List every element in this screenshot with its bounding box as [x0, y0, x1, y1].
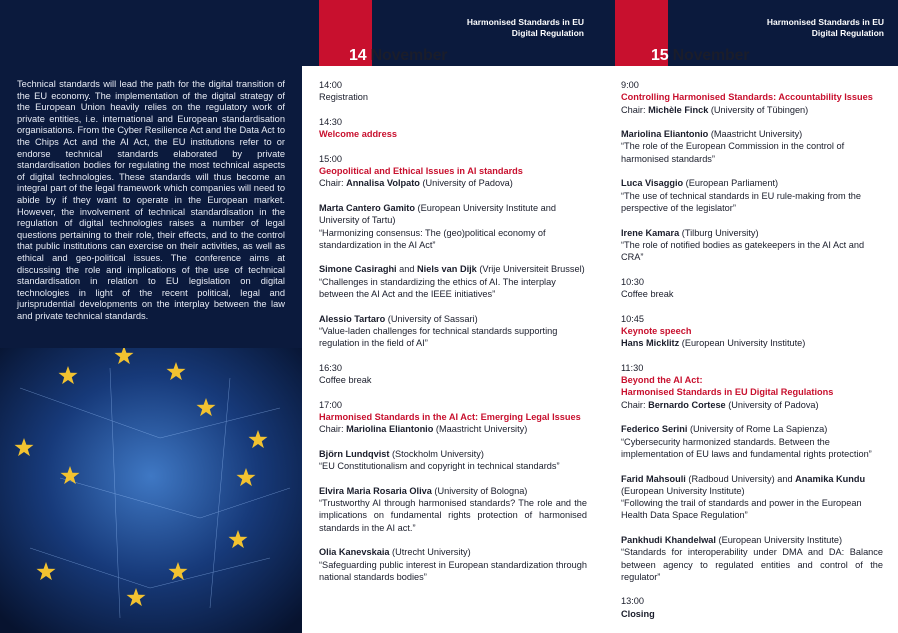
talk-entry	[319, 263, 587, 300]
text-fragment: Luca Visaggio	[621, 178, 684, 189]
text-fragment: Chair:	[319, 178, 347, 189]
talk-entry	[319, 448, 587, 473]
text-fragment: Annalisa Volpato	[346, 178, 420, 189]
text-fragment: Federico Serini	[621, 424, 688, 435]
text-fragment: 14:30	[319, 116, 342, 127]
text-fragment: “The role of notified bodies as gatekeepers in the AI Act and CRA”	[621, 239, 865, 263]
day-14-column	[302, 0, 598, 633]
session-chair	[319, 177, 587, 189]
text-fragment: “The use of technical standards in EU rule-making from the perspective of the legislator”	[621, 190, 862, 213]
text-fragment: and	[396, 264, 418, 275]
text-fragment: (University of Padova)	[725, 399, 819, 410]
text-fragment: Chair:	[621, 399, 649, 410]
keynote-entry	[621, 313, 883, 350]
text-fragment: Controlling Harmonised Standards: Accountability Issues	[621, 92, 873, 103]
text-fragment: “Safeguarding public interest in European standardization through national standards bodies”	[319, 559, 587, 582]
speaker-name: Marta Cantero Gamito	[319, 202, 415, 213]
text-fragment: (Radboud University)	[685, 473, 775, 484]
programme-entry	[319, 116, 587, 141]
day-15-column	[598, 0, 898, 633]
text-fragment: Pankhudi Khandelwal	[621, 534, 716, 545]
programme-entry	[319, 79, 587, 104]
text-fragment: “Trustworthy AI through harmonised standards? The role and the implications on fundamental rights protection of harmonised standards in the AI act.”	[319, 498, 587, 533]
text-fragment: (Tilburg University)	[679, 227, 759, 238]
text-fragment: Coffee break	[319, 375, 372, 386]
text-fragment: 13:00	[621, 596, 644, 607]
text-fragment: (University of Padova)	[419, 178, 513, 189]
text-fragment: Olia Kanevskaia	[319, 547, 390, 558]
text-fragment: (European University Institute and University of Tartu)	[319, 202, 556, 226]
talk-entry	[319, 202, 587, 251]
text-fragment: 11:30	[621, 362, 644, 373]
text-fragment: Elvira Maria Rosaria Oliva	[319, 485, 432, 496]
text-fragment: 14	[349, 47, 367, 64]
session-entry	[319, 153, 587, 190]
text-fragment: 10:45	[621, 313, 644, 324]
programme-entry	[319, 362, 587, 387]
session-entry	[319, 399, 587, 436]
eu-stars-network-image	[0, 348, 302, 633]
text-fragment: 15:00	[319, 153, 342, 164]
text-fragment: (European University Institute)	[715, 534, 843, 545]
text-fragment: “Value-laden challenges for technical standards supporting regulation in the field of AI”	[319, 325, 558, 349]
talk-entry	[621, 227, 883, 264]
text-fragment: (Utrecht University)	[389, 547, 471, 558]
text-fragment: Hans Micklitz	[621, 338, 680, 349]
text-fragment: Anamika Kundu	[795, 473, 866, 484]
text-fragment: Mariolina Eliantonio	[621, 129, 709, 140]
programme-entry	[621, 276, 883, 301]
text-fragment: 17:00	[319, 399, 342, 410]
session-entry	[621, 362, 883, 411]
text-fragment: (European University Institute)	[621, 485, 745, 496]
text-fragment: 10:30	[621, 276, 644, 287]
header-title	[767, 17, 884, 39]
text-fragment: Björn Lundqvist	[319, 448, 390, 459]
text-fragment: Farid Mahsouli	[621, 473, 686, 484]
column-header	[302, 0, 598, 66]
session-title: Geopolitical and Ethical Issues in AI standards	[319, 166, 523, 177]
text-fragment: “EU Constitutionalism and copyright in technical standards”	[319, 461, 560, 472]
text-fragment: Harmonised Standards in EU	[466, 17, 584, 27]
text-fragment: “Cybersecurity harmonized standards. Between the implementation of EU laws and fundamental rights protection”	[621, 436, 872, 459]
talk-entry	[621, 128, 883, 165]
text-fragment: “Following the trail of standards and power in the European Health Data Space Regulation”	[621, 498, 862, 521]
text-fragment: (Vrije Universiteit Brussel)	[476, 264, 585, 275]
text-fragment: Beyond the AI Act:	[621, 375, 703, 386]
text-fragment: Chair:	[621, 104, 649, 115]
session-entry	[621, 79, 883, 116]
text-fragment: (Stockholm University)	[389, 448, 484, 459]
text-fragment: and	[774, 473, 796, 484]
talk-entry	[621, 473, 883, 522]
text-fragment: Simone Casiraghi	[319, 264, 397, 275]
text-fragment: “Standards for interoperability under DMA and DA: Balance between agency to regulated entities and control of the regulator”	[621, 547, 883, 582]
talk-entry	[621, 177, 883, 214]
text-fragment: Mariolina Eliantonio	[346, 424, 434, 435]
text-fragment: (University of Bologna)	[431, 485, 528, 496]
text-fragment: Digital Regulation	[811, 28, 884, 38]
intro-text: Technical standards will lead the path for the digital transition of the EU economy. The implementation of the digital strategy of the European Union heavily relies on the regulatory work of private entities, i.e. international and European standardisation organisations. From the Cyber Resilience Act and the Data Act to the Chips Act and the AI Act, the EU institutions refer to or endorse technical standards elaborated by private standardisation bodies for regulating the most technical aspects of digital technologies. These standards will thus become an integral part of the legal framework which companies will need to abide by if they want to operate in the European market. However, the involvement of technical standardisation in the regulation of digital technologies raises a number of legal questions pertaining to their role, their effects, and to the control that public institutions can exercise on their activities, as well as ethical and geo-political issues. The conference aims at discussing the role and implications of the use of technical standardisation in relation to EU legislation on digital technologies in light of the recent political, legal and jurisprudential developments on the interplay between the law and private technical standards.	[17, 79, 285, 321]
text-fragment: “Challenges in standardizing the ethics of AI. The interplay between the AI Act and the IEEE initiatives”	[319, 276, 556, 300]
text-fragment: Welcome address	[319, 129, 397, 140]
talk-entry	[319, 313, 587, 350]
talk-entry	[319, 485, 587, 534]
text-fragment: (European University Institute)	[679, 338, 806, 349]
talk-title: “Harmonizing consensus: The (geo)political economy of standardization in the AI Act”	[319, 227, 546, 250]
programme-entry	[621, 595, 883, 620]
text-fragment: Alessio Tartaro	[319, 313, 386, 324]
day-heading	[651, 47, 749, 65]
talk-entry	[621, 423, 883, 460]
text-fragment: Irene Kamara	[621, 227, 680, 238]
talk-entry	[621, 534, 883, 583]
text-fragment: (University of Tübingen)	[708, 104, 809, 115]
text-fragment: 14:00	[319, 80, 342, 90]
text-fragment: 15	[651, 47, 669, 64]
text-fragment: Niels van Dijk	[417, 264, 477, 275]
text-fragment: Harmonised Standards in the AI Act: Emerging Legal Issues	[319, 412, 581, 423]
text-fragment: Keynote speech	[621, 325, 692, 336]
text-fragment: (Maastricht University)	[433, 424, 528, 435]
text-fragment: Michèle Finck	[648, 104, 709, 115]
text-fragment: (University of Sassari)	[385, 313, 478, 324]
text-fragment: Bernardo Cortese	[648, 399, 726, 410]
text-fragment: 16:30	[319, 362, 342, 373]
text-fragment: (University of Rome La Sapienza)	[687, 424, 828, 435]
text-fragment: Closing	[621, 608, 655, 619]
text-fragment: November	[672, 47, 750, 64]
talk-entry	[319, 546, 587, 583]
text-fragment: (European Parliament)	[683, 178, 779, 189]
header-title	[467, 17, 584, 39]
day-heading	[349, 47, 447, 65]
text-fragment: Coffee break	[621, 289, 674, 300]
programme-list	[319, 79, 587, 595]
text-fragment: “The role of the European Commission in the control of harmonised standards”	[621, 141, 845, 164]
text-fragment: Chair:	[319, 424, 347, 435]
text-fragment: 9:00	[621, 80, 639, 90]
programme-list	[621, 79, 883, 632]
text-fragment: November	[370, 47, 448, 64]
text-fragment: Digital Regulation	[511, 28, 584, 38]
text-fragment: Harmonised Standards in EU	[766, 17, 884, 27]
text-fragment: (Maastricht University)	[708, 129, 803, 140]
text-fragment: Registration	[319, 92, 369, 103]
intro-panel	[0, 0, 302, 633]
text-fragment: Harmonised Standards in EU Digital Regulations	[621, 387, 834, 398]
